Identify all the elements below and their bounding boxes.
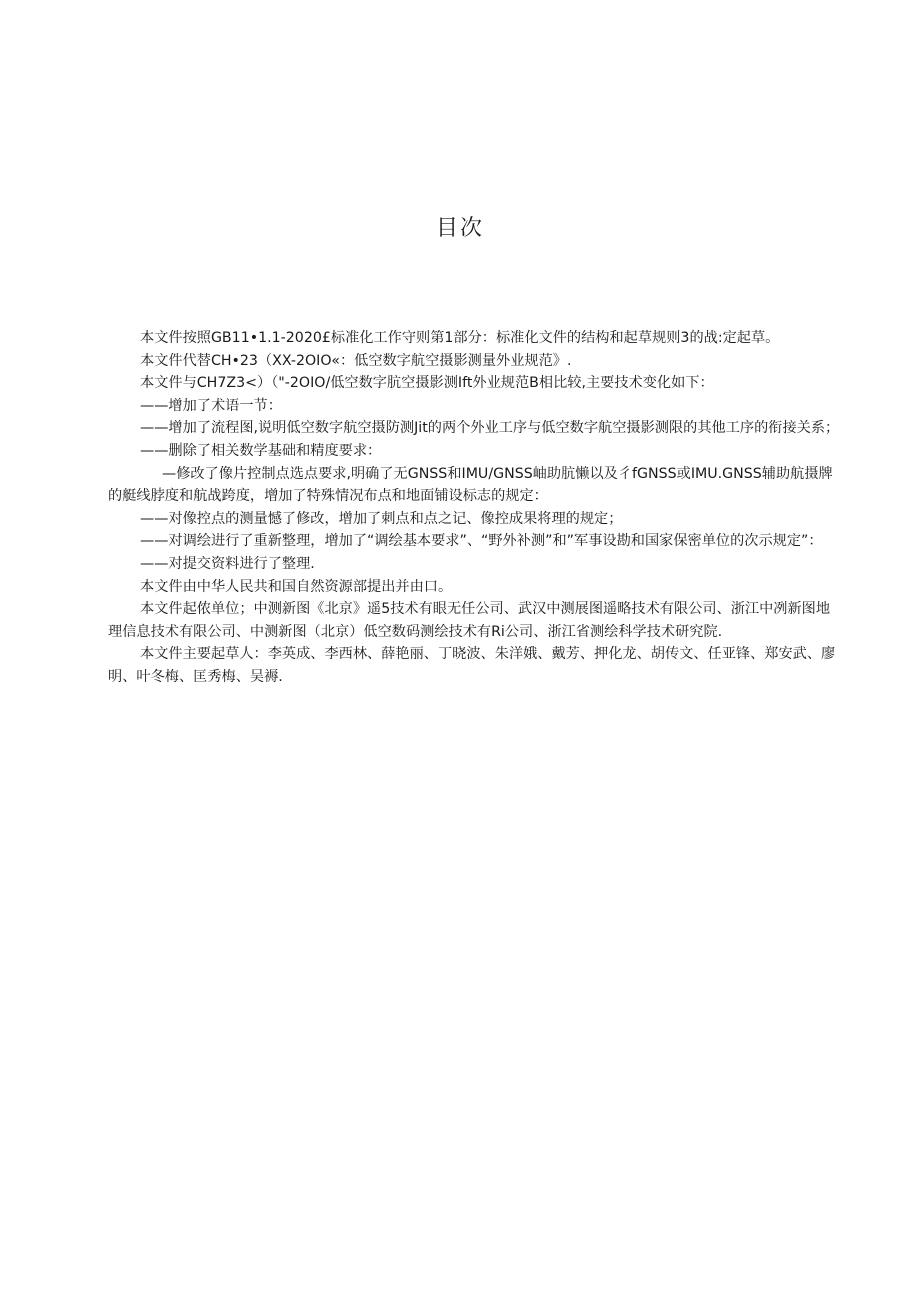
change-item-measurement: ——对像控点的测量憾了修改，增加了刺点和点之记、像控成果将理的规定； [140,510,623,527]
paragraph-proposer: 本文件由中华人民共和国自然资源部提出并由口。 [140,578,453,595]
paragraph-drafting-units: 本文件起侬单位；中测新图《北京》遥5技术有眼无任公司、武汉中测展图遥略技术有限公司、浙江中冽新图地理信息技术有限公司、中测新图（北京）低空数码测绘技术有Ri公司、浙江省测绘科学技术研究院. [108,601,831,640]
paragraph-drafting-rules: 本文件按照GB11•1.1-2020£标准化工作守则第1部分：标准化文件的结构和起草规则3的战:定起草。 [140,330,780,346]
paragraph-comparison: 本文件与CH7Z3<）（"-2OIO/低空数字肮空摄影测Ift外业规范B相比较,主要技术变化如下： [140,375,714,392]
change-item-annotation: ——对调绘进行了重新整理，增加了“调绘基本要求”、“野外补测”和”军事设勘和国家保密单位的次示规定”： [140,533,823,550]
paragraph-drafters: 本文件主要起草人：李英成、李西林、薛艳丽、丁晓波、朱洋娥、戴芳、押化龙、胡传文、任亚锋、郑安武、廖明、叶冬梅、匡秀梅、吴褥. [108,646,836,685]
paragraph-replaces: 本文件代替CH•23（XX-2OIO«：低空数字航空摄影测量外业规范》. [140,352,572,369]
page-title: 目次 [435,216,484,241]
change-item-terms: ——增加了术语一节： [140,397,282,414]
change-item-flowchart: ——增加了流程图,说明低空数字航空摄防测Jit的两个外业工序与低空数字航空摄影测限的其他工序的衔接关系； [140,420,840,437]
document-body [108,327,840,689]
change-item-control-points: —修改了像片控制点选点要求,明确了无GNSS和IMU/GNSS岫助肮懒以及彳fGNSS或IMU.GNSS辅助航摄牌的艇线脖度和航战跨度，增加了特殊情况布点和地面铺设标志的规定： [108,465,833,505]
change-item-accuracy: ——删除了相关数学基础和精度要求： [140,442,382,459]
change-item-deliverables: ——对提交资料进行了整理. [140,555,315,572]
